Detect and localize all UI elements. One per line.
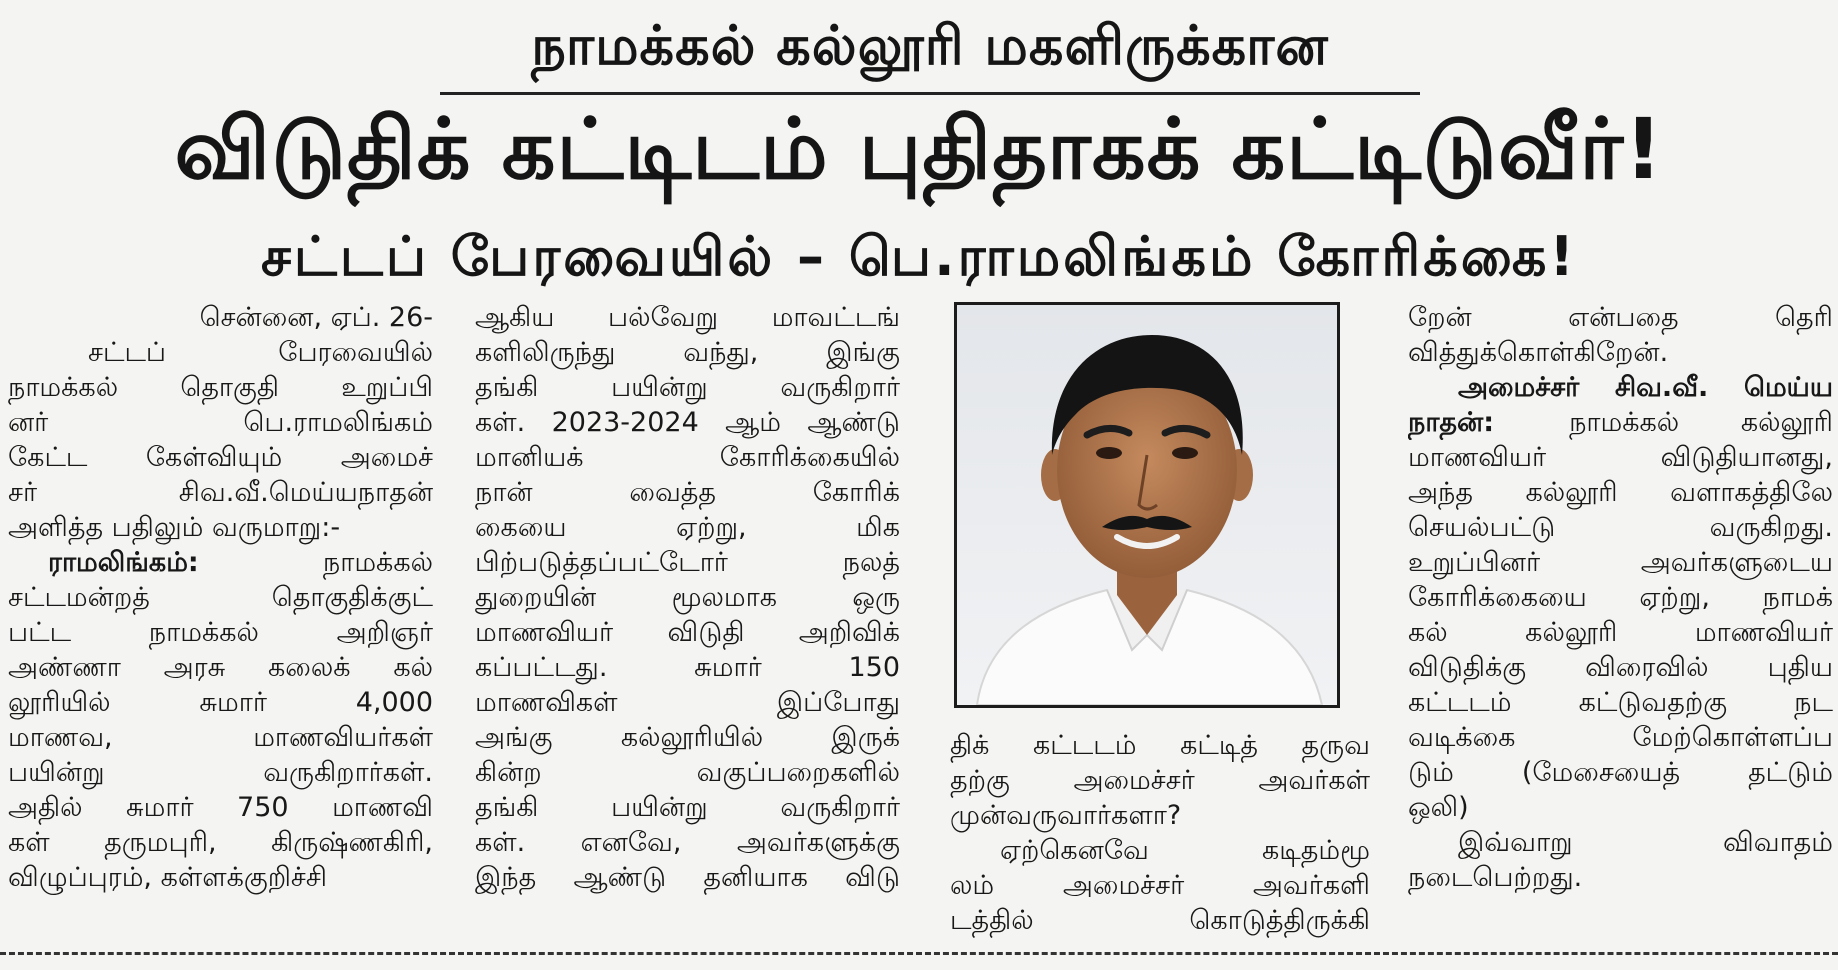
- col1-line: நாமக்கல்: [322, 547, 433, 578]
- col4-line: கட்டடம் கட்டுவதற்கு நட: [1408, 687, 1833, 718]
- col1-line: கள் தருமபுரி, கிருஷ்ணகிரி,: [8, 827, 433, 858]
- col3-line: தற்கு அமைச்சர் அவர்கள்: [950, 765, 1370, 796]
- dateline: சென்னை, ஏப். 26-: [199, 302, 433, 333]
- col2-line: களிலிருந்து வந்து, இங்கு: [475, 337, 900, 368]
- col4-speaker-line: [1408, 405, 1833, 440]
- col4-line: றேன் என்பதை தெரி: [1408, 302, 1833, 333]
- col1-line: லூரியில் சுமார் 4,000: [8, 687, 433, 718]
- col2-line: தங்கி பயின்று வருகிறார்: [475, 372, 900, 403]
- col1-line: பயின்று வருகிறார்கள்.: [8, 757, 433, 788]
- col1-line: பட்ட நாமக்கல் அறிஞர்: [8, 617, 433, 648]
- col2-line: கையை ஏற்று, மிக: [475, 512, 900, 543]
- col2-line: துறையின் மூலமாக ஒரு: [475, 582, 900, 613]
- col4-line: நாமக்கல் கல்லூரி: [1569, 407, 1833, 438]
- col4-line: வடிக்கை மேற்கொள்ளப்ப: [1408, 722, 1833, 753]
- col2-line: இந்த ஆண்டு தனியாக விடு: [475, 862, 900, 893]
- col4-line: உறுப்பினர் அவர்களுடைய: [1408, 547, 1833, 578]
- speaker-name: ராமலிங்கம்:: [48, 547, 199, 578]
- col4-line: கல் கல்லூரி மாணவியர்: [1408, 617, 1833, 648]
- bottom-divider: [0, 952, 1838, 955]
- col2-line: மானியக் கோரிக்கையில்: [475, 442, 900, 473]
- column-1: [8, 300, 433, 895]
- col2-line: அங்கு கல்லூரியில் இருக்: [475, 722, 900, 753]
- portrait-photo: [954, 302, 1340, 708]
- col4-line: ஒலி): [1408, 792, 1469, 823]
- col2-line: மாணவிகள் இப்போது: [475, 687, 900, 718]
- headline: விடுதிக் கட்டிடம் புதிதாகக் கட்டிடுவீர்!: [174, 100, 1664, 198]
- col2-line: நான் வைத்த கோரிக்: [475, 477, 900, 508]
- column-4: [1408, 300, 1833, 895]
- col3-line: டத்தில் கொடுத்திருக்கி: [950, 905, 1370, 936]
- subheadline: சட்டப் பேரவையில் – பெ.ராமலிங்கம் கோரிக்கை!: [260, 224, 1578, 288]
- col1-line: சட்டமன்றத் தொகுதிக்குட்: [8, 582, 433, 613]
- col2-line: பிற்படுத்தப்பட்டோர் நலத்: [475, 547, 900, 578]
- col2-line: ஆகிய பல்வேறு மாவட்டங்: [475, 302, 900, 333]
- col2-line: தங்கி பயின்று வருகிறார்: [475, 792, 900, 823]
- col1-line: மாணவ, மாணவியர்கள்: [8, 722, 433, 753]
- col3-line: முன்வருவார்களா?: [950, 800, 1182, 831]
- speaker-name: அமைச்சர் சிவ.வீ. மெய்ய: [1458, 372, 1833, 403]
- col3-line: திக் கட்டடம் கட்டித் தருவ: [950, 730, 1370, 761]
- col4-line: வித்துக்கொள்கிறேன்.: [1408, 337, 1669, 368]
- col1-line: னர் பெ.ராமலிங்கம்: [8, 407, 433, 438]
- col1-line: நாமக்கல் தொகுதி உறுப்பி: [8, 372, 433, 403]
- col1-line: சர் சிவ.வீ.மெய்யநாதன்: [8, 477, 433, 508]
- col1-line: அதில் சுமார் 750 மாணவி: [8, 792, 433, 823]
- col3-line: லம் அமைச்சர் அவர்களி: [950, 870, 1370, 901]
- col1-line: விழுப்புரம், கள்ளக்குறிச்சி: [8, 862, 328, 893]
- col1-speaker-line: [8, 545, 433, 580]
- kicker-text: நாமக்கல் கல்லூரி மகளிருக்கான: [531, 13, 1329, 77]
- col1-line: கேட்ட கேள்வியும் அமைச்: [8, 442, 433, 473]
- column-2: [475, 300, 900, 895]
- col2-line: மாணவியர் விடுதி அறிவிக்: [475, 617, 900, 648]
- col2-line: கள். 2023-2024 ஆம் ஆண்டு: [475, 407, 900, 438]
- col1-line: சட்டப் பேரவையில்: [88, 337, 433, 368]
- col4-line: கோரிக்கையை ஏற்று, நாமக்: [1408, 582, 1833, 613]
- col3-line: ஏற்கெனவே கடிதம்மூ: [1000, 835, 1370, 866]
- col2-line: கள். எனவே, அவர்களுக்கு: [475, 827, 900, 858]
- col4-line: டும் (மேசையைத் தட்டும்: [1408, 757, 1833, 788]
- col4-line: விடுதிக்கு விரைவில் புதிய: [1408, 652, 1833, 683]
- col4-line: நடைபெற்றது.: [1408, 862, 1583, 893]
- col1-line: அண்ணா அரசு கலைக் கல்: [8, 652, 433, 683]
- portrait-illustration: [957, 305, 1337, 705]
- column-3: [950, 728, 1370, 938]
- speaker-name: நாதன்:: [1408, 407, 1494, 438]
- col1-line: அளித்த பதிலும் வருமாறு:-: [8, 512, 341, 543]
- col2-line: கப்பட்டது. சுமார் 150: [475, 652, 900, 683]
- col4-line: அந்த கல்லூரி வளாகத்திலே: [1408, 477, 1833, 508]
- col4-line: மாணவியர் விடுதியானது,: [1408, 442, 1833, 473]
- col4-line: இவ்வாறு விவாதம்: [1458, 827, 1833, 858]
- col2-line: கின்ற வகுப்பறைகளில்: [475, 757, 900, 788]
- kicker-banner: [440, 6, 1420, 95]
- col4-line: செயல்பட்டு வருகிறது.: [1408, 512, 1833, 543]
